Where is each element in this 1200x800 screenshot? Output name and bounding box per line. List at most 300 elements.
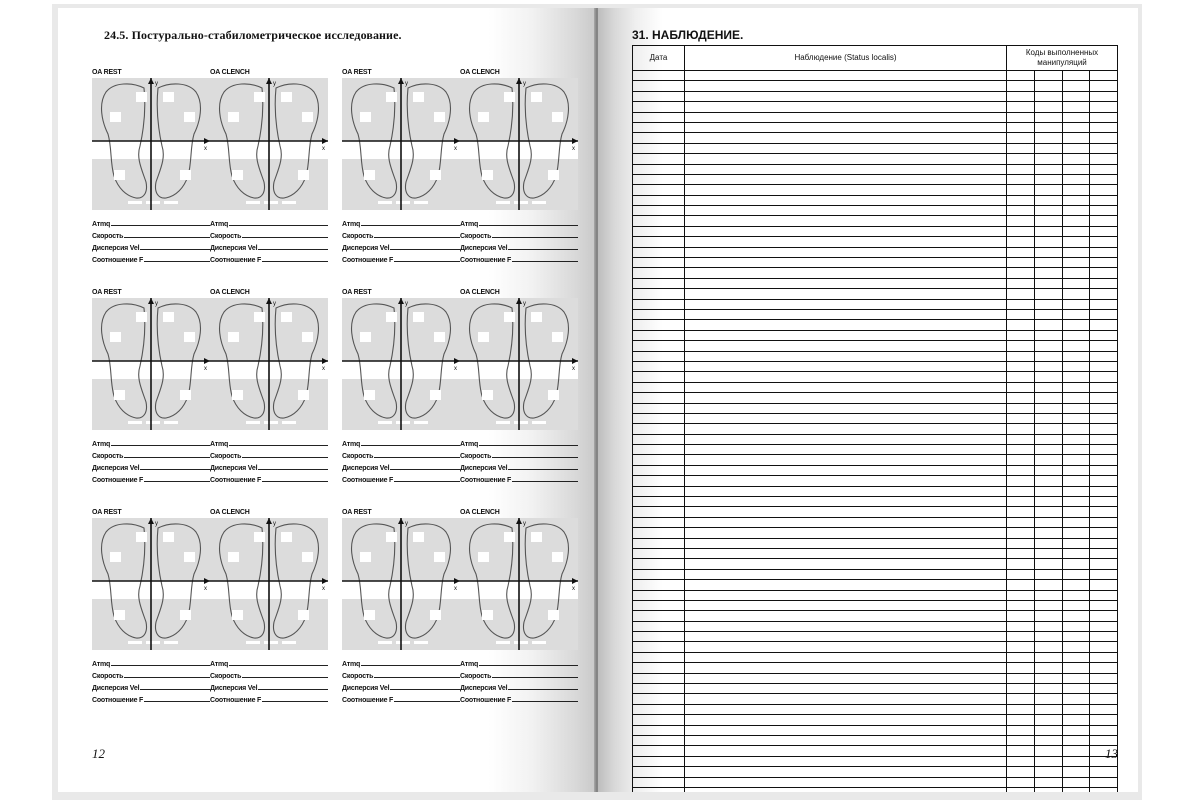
code-cell[interactable] [1035,704,1063,714]
observation-cell[interactable] [685,320,1007,330]
field-blank-line[interactable] [508,689,578,690]
code-cell[interactable] [1063,455,1090,465]
code-cell[interactable] [1035,195,1063,205]
date-cell[interactable] [633,756,685,766]
code-cell[interactable] [1063,559,1090,569]
field-blank-line[interactable] [394,701,460,702]
measurement-field[interactable] [460,216,578,228]
observation-cell[interactable] [685,445,1007,455]
code-cell[interactable] [1035,756,1063,766]
date-cell[interactable] [633,330,685,340]
code-cell[interactable] [1007,445,1035,455]
date-cell[interactable] [633,71,685,81]
code-cell[interactable] [1035,289,1063,299]
measurement-field[interactable] [92,472,210,484]
field-blank-line[interactable] [140,469,210,470]
code-cell[interactable] [1035,476,1063,486]
measurement-field[interactable] [92,668,210,680]
field-blank-line[interactable] [111,665,210,666]
code-cell[interactable] [1090,600,1118,610]
date-cell[interactable] [633,91,685,101]
date-cell[interactable] [633,611,685,621]
code-cell[interactable] [1063,736,1090,746]
field-blank-line[interactable] [479,445,578,446]
code-cell[interactable] [1063,247,1090,257]
code-cell[interactable] [1063,580,1090,590]
code-cell[interactable] [1035,278,1063,288]
code-cell[interactable] [1063,548,1090,558]
code-cell[interactable] [1090,71,1118,81]
code-cell[interactable] [1007,434,1035,444]
code-cell[interactable] [1007,247,1035,257]
code-cell[interactable] [1090,538,1118,548]
observation-cell[interactable] [685,361,1007,371]
code-cell[interactable] [1063,154,1090,164]
code-cell[interactable] [1063,569,1090,579]
code-cell[interactable] [1035,299,1063,309]
code-cell[interactable] [1063,756,1090,766]
measurement-field[interactable] [342,692,460,704]
code-cell[interactable] [1035,112,1063,122]
code-cell[interactable] [1090,704,1118,714]
code-cell[interactable] [1007,517,1035,527]
field-blank-line[interactable] [492,457,578,458]
observation-cell[interactable] [685,372,1007,382]
code-cell[interactable] [1090,652,1118,662]
code-cell[interactable] [1063,122,1090,132]
measurement-field[interactable] [342,240,460,252]
date-cell[interactable] [633,777,685,787]
code-cell[interactable] [1035,133,1063,143]
observation-cell[interactable] [685,185,1007,195]
code-cell[interactable] [1007,486,1035,496]
code-cell[interactable] [1035,91,1063,101]
code-cell[interactable] [1007,538,1035,548]
code-cell[interactable] [1007,590,1035,600]
date-cell[interactable] [633,195,685,205]
observation-cell[interactable] [685,569,1007,579]
observation-cell[interactable] [685,725,1007,735]
measurement-field[interactable] [210,692,328,704]
code-cell[interactable] [1063,237,1090,247]
date-cell[interactable] [633,289,685,299]
observation-cell[interactable] [685,133,1007,143]
code-cell[interactable] [1035,226,1063,236]
observation-cell[interactable] [685,694,1007,704]
code-cell[interactable] [1063,174,1090,184]
field-blank-line[interactable] [508,249,578,250]
field-blank-line[interactable] [258,249,328,250]
code-cell[interactable] [1035,81,1063,91]
field-blank-line[interactable] [124,677,210,678]
code-cell[interactable] [1063,590,1090,600]
code-cell[interactable] [1007,154,1035,164]
observation-cell[interactable] [685,154,1007,164]
code-cell[interactable] [1007,580,1035,590]
measurement-field[interactable] [342,680,460,692]
date-cell[interactable] [633,704,685,714]
code-cell[interactable] [1007,71,1035,81]
observation-cell[interactable] [685,143,1007,153]
date-cell[interactable] [633,767,685,777]
code-cell[interactable] [1007,642,1035,652]
measurement-field[interactable] [460,448,578,460]
code-cell[interactable] [1063,164,1090,174]
code-cell[interactable] [1090,174,1118,184]
code-cell[interactable] [1090,330,1118,340]
code-cell[interactable] [1035,725,1063,735]
code-cell[interactable] [1063,528,1090,538]
code-cell[interactable] [1007,403,1035,413]
code-cell[interactable] [1063,497,1090,507]
code-cell[interactable] [1035,787,1063,792]
code-cell[interactable] [1090,621,1118,631]
code-cell[interactable] [1007,424,1035,434]
code-cell[interactable] [1007,206,1035,216]
code-cell[interactable] [1007,787,1035,792]
code-cell[interactable] [1007,413,1035,423]
code-cell[interactable] [1007,725,1035,735]
code-cell[interactable] [1090,663,1118,673]
observation-cell[interactable] [685,278,1007,288]
code-cell[interactable] [1090,393,1118,403]
code-cell[interactable] [1035,174,1063,184]
code-cell[interactable] [1035,434,1063,444]
code-cell[interactable] [1090,154,1118,164]
field-blank-line[interactable] [394,261,460,262]
code-cell[interactable] [1090,351,1118,361]
code-cell[interactable] [1007,195,1035,205]
observation-cell[interactable] [685,642,1007,652]
code-cell[interactable] [1007,746,1035,756]
code-cell[interactable] [1063,309,1090,319]
date-cell[interactable] [633,122,685,132]
code-cell[interactable] [1090,320,1118,330]
observation-cell[interactable] [685,71,1007,81]
code-cell[interactable] [1090,247,1118,257]
measurement-field[interactable] [92,436,210,448]
measurement-field[interactable] [460,252,578,264]
code-cell[interactable] [1090,133,1118,143]
code-cell[interactable] [1007,704,1035,714]
date-cell[interactable] [633,216,685,226]
code-cell[interactable] [1035,621,1063,631]
code-cell[interactable] [1035,258,1063,268]
observation-cell[interactable] [685,351,1007,361]
code-cell[interactable] [1090,143,1118,153]
date-cell[interactable] [633,600,685,610]
field-blank-line[interactable] [144,481,210,482]
field-blank-line[interactable] [242,237,328,238]
observation-cell[interactable] [685,736,1007,746]
code-cell[interactable] [1090,164,1118,174]
code-cell[interactable] [1063,725,1090,735]
date-cell[interactable] [633,476,685,486]
code-cell[interactable] [1090,299,1118,309]
measurement-field[interactable] [342,472,460,484]
code-cell[interactable] [1007,320,1035,330]
date-cell[interactable] [633,81,685,91]
code-cell[interactable] [1035,767,1063,777]
code-cell[interactable] [1063,372,1090,382]
code-cell[interactable] [1090,341,1118,351]
code-cell[interactable] [1090,403,1118,413]
date-cell[interactable] [633,569,685,579]
field-blank-line[interactable] [140,249,210,250]
code-cell[interactable] [1090,580,1118,590]
code-cell[interactable] [1035,777,1063,787]
code-cell[interactable] [1090,507,1118,517]
code-cell[interactable] [1007,268,1035,278]
code-cell[interactable] [1035,486,1063,496]
code-cell[interactable] [1035,497,1063,507]
field-blank-line[interactable] [361,445,460,446]
date-cell[interactable] [633,320,685,330]
code-cell[interactable] [1063,663,1090,673]
code-cell[interactable] [1063,91,1090,101]
code-cell[interactable] [1063,351,1090,361]
date-cell[interactable] [633,237,685,247]
code-cell[interactable] [1090,102,1118,112]
observation-cell[interactable] [685,767,1007,777]
measurement-field[interactable] [210,656,328,668]
code-cell[interactable] [1035,330,1063,340]
date-cell[interactable] [633,517,685,527]
code-cell[interactable] [1007,289,1035,299]
code-cell[interactable] [1063,71,1090,81]
observation-cell[interactable] [685,195,1007,205]
date-cell[interactable] [633,309,685,319]
observation-cell[interactable] [685,216,1007,226]
code-cell[interactable] [1063,746,1090,756]
date-cell[interactable] [633,133,685,143]
code-cell[interactable] [1063,642,1090,652]
date-cell[interactable] [633,154,685,164]
code-cell[interactable] [1090,559,1118,569]
code-cell[interactable] [1063,434,1090,444]
field-blank-line[interactable] [492,677,578,678]
code-cell[interactable] [1063,320,1090,330]
date-cell[interactable] [633,559,685,569]
code-cell[interactable] [1007,621,1035,631]
field-blank-line[interactable] [512,481,578,482]
code-cell[interactable] [1035,736,1063,746]
observation-cell[interactable] [685,330,1007,340]
observation-cell[interactable] [685,393,1007,403]
code-cell[interactable] [1035,559,1063,569]
observation-cell[interactable] [685,382,1007,392]
code-cell[interactable] [1090,372,1118,382]
date-cell[interactable] [633,226,685,236]
observation-cell[interactable] [685,91,1007,101]
measurement-field[interactable] [92,460,210,472]
field-blank-line[interactable] [229,225,328,226]
observation-cell[interactable] [685,413,1007,423]
code-cell[interactable] [1007,673,1035,683]
measurement-field[interactable] [460,240,578,252]
observation-cell[interactable] [685,299,1007,309]
code-cell[interactable] [1007,736,1035,746]
code-cell[interactable] [1007,237,1035,247]
code-cell[interactable] [1090,424,1118,434]
date-cell[interactable] [633,746,685,756]
observation-cell[interactable] [685,548,1007,558]
code-cell[interactable] [1090,216,1118,226]
code-cell[interactable] [1090,548,1118,558]
code-cell[interactable] [1035,268,1063,278]
measurement-field[interactable] [342,656,460,668]
code-cell[interactable] [1063,289,1090,299]
observation-cell[interactable] [685,226,1007,236]
date-cell[interactable] [633,736,685,746]
observation-cell[interactable] [685,756,1007,766]
date-cell[interactable] [633,548,685,558]
code-cell[interactable] [1035,393,1063,403]
code-cell[interactable] [1035,164,1063,174]
code-cell[interactable] [1090,206,1118,216]
measurement-field[interactable] [92,252,210,264]
code-cell[interactable] [1090,465,1118,475]
code-cell[interactable] [1035,341,1063,351]
code-cell[interactable] [1007,382,1035,392]
code-cell[interactable] [1035,122,1063,132]
observation-cell[interactable] [685,102,1007,112]
date-cell[interactable] [633,465,685,475]
code-cell[interactable] [1063,268,1090,278]
date-cell[interactable] [633,642,685,652]
field-blank-line[interactable] [361,225,460,226]
code-cell[interactable] [1035,538,1063,548]
measurement-field[interactable] [342,252,460,264]
measurement-field[interactable] [342,448,460,460]
code-cell[interactable] [1090,309,1118,319]
date-cell[interactable] [633,403,685,413]
observation-cell[interactable] [685,237,1007,247]
code-cell[interactable] [1035,206,1063,216]
code-cell[interactable] [1035,684,1063,694]
code-cell[interactable] [1035,465,1063,475]
measurement-field[interactable] [342,436,460,448]
measurement-field[interactable] [460,692,578,704]
observation-cell[interactable] [685,403,1007,413]
date-cell[interactable] [633,112,685,122]
field-blank-line[interactable] [361,665,460,666]
field-blank-line[interactable] [479,665,578,666]
measurement-field[interactable] [342,216,460,228]
date-cell[interactable] [633,538,685,548]
code-cell[interactable] [1090,434,1118,444]
observation-cell[interactable] [685,590,1007,600]
date-cell[interactable] [633,372,685,382]
observation-cell[interactable] [685,663,1007,673]
code-cell[interactable] [1063,413,1090,423]
measurement-field[interactable] [460,656,578,668]
measurement-field[interactable] [342,460,460,472]
code-cell[interactable] [1035,247,1063,257]
observation-cell[interactable] [685,206,1007,216]
code-cell[interactable] [1007,81,1035,91]
field-blank-line[interactable] [390,249,460,250]
field-blank-line[interactable] [258,469,328,470]
code-cell[interactable] [1007,455,1035,465]
observation-cell[interactable] [685,787,1007,792]
date-cell[interactable] [633,351,685,361]
observation-cell[interactable] [685,81,1007,91]
observation-cell[interactable] [685,486,1007,496]
observation-cell[interactable] [685,268,1007,278]
code-cell[interactable] [1063,403,1090,413]
measurement-field[interactable] [460,436,578,448]
code-cell[interactable] [1063,102,1090,112]
code-cell[interactable] [1063,632,1090,642]
code-cell[interactable] [1007,715,1035,725]
code-cell[interactable] [1007,548,1035,558]
code-cell[interactable] [1090,81,1118,91]
date-cell[interactable] [633,413,685,423]
code-cell[interactable] [1007,351,1035,361]
code-cell[interactable] [1063,652,1090,662]
code-cell[interactable] [1090,590,1118,600]
date-cell[interactable] [633,164,685,174]
code-cell[interactable] [1035,351,1063,361]
field-blank-line[interactable] [140,689,210,690]
code-cell[interactable] [1007,185,1035,195]
code-cell[interactable] [1090,122,1118,132]
code-cell[interactable] [1063,258,1090,268]
code-cell[interactable] [1007,663,1035,673]
code-cell[interactable] [1007,330,1035,340]
field-blank-line[interactable] [229,445,328,446]
code-cell[interactable] [1063,185,1090,195]
code-cell[interactable] [1063,476,1090,486]
observation-cell[interactable] [685,164,1007,174]
code-cell[interactable] [1063,600,1090,610]
date-cell[interactable] [633,393,685,403]
code-cell[interactable] [1090,278,1118,288]
field-blank-line[interactable] [242,457,328,458]
code-cell[interactable] [1035,455,1063,465]
observation-cell[interactable] [685,652,1007,662]
code-cell[interactable] [1007,91,1035,101]
date-cell[interactable] [633,143,685,153]
code-cell[interactable] [1063,133,1090,143]
code-cell[interactable] [1035,548,1063,558]
date-cell[interactable] [633,434,685,444]
code-cell[interactable] [1007,777,1035,787]
field-blank-line[interactable] [242,677,328,678]
code-cell[interactable] [1035,382,1063,392]
code-cell[interactable] [1063,195,1090,205]
code-cell[interactable] [1035,715,1063,725]
date-cell[interactable] [633,455,685,465]
code-cell[interactable] [1063,81,1090,91]
code-cell[interactable] [1063,361,1090,371]
code-cell[interactable] [1063,330,1090,340]
code-cell[interactable] [1007,600,1035,610]
measurement-field[interactable] [460,460,578,472]
code-cell[interactable] [1007,258,1035,268]
date-cell[interactable] [633,268,685,278]
observation-cell[interactable] [685,309,1007,319]
code-cell[interactable] [1063,777,1090,787]
measurement-field[interactable] [460,680,578,692]
measurement-field[interactable] [210,472,328,484]
code-cell[interactable] [1090,226,1118,236]
code-cell[interactable] [1090,642,1118,652]
observation-cell[interactable] [685,621,1007,631]
code-cell[interactable] [1035,320,1063,330]
observation-cell[interactable] [685,528,1007,538]
